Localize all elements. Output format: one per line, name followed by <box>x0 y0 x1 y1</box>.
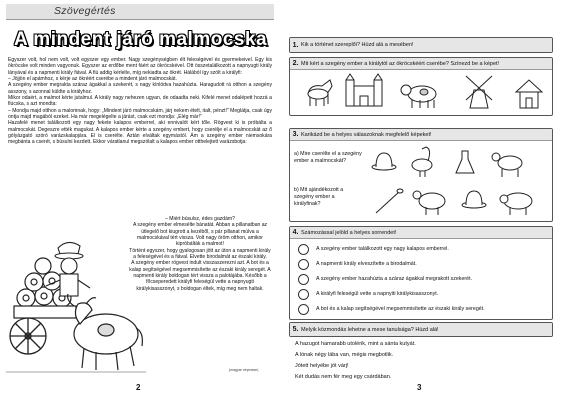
proverb-option[interactable]: Jótett helyébe jót várj! <box>295 363 349 369</box>
story-paragraph: – Mondja majd otthon a malomnak, hogy: „Mindent járó malmocskám, járj nekem ételt, italt, pénzt!" Meglátja, csak úgy ontja majd magából ezeket. Ha már megelégelte a járást, csak ezt mondja: „Elég már!" <box>8 107 272 121</box>
castle-picture <box>346 74 382 106</box>
order-number-circle[interactable] <box>298 289 309 300</box>
page-number: 2 <box>136 383 141 392</box>
question-text: Melyik közmondás lehetne a mese tanulsága? Húzd alá! <box>301 326 439 333</box>
story-paragraph: Hazafelé menet találkozott egy nagy fekete kalapos emberrel, aki ennivalót kért tőle. Rögvest ki is próbálta a malmocskát. Degeszre ették magukat. A kalapos ember kérte a szegény embert, hogy cserélje el a malmocskát az ő gólyázgató szóró varázskalapjára. El is cserélte. Aztán elváltak egymástól. Ám a szegény ember niemsokára megbánta a cserét, s búsulni kezdett. Ekkor váratlanul megszólalt a kalapos ember otthelejtett varázsbotja: <box>8 120 272 146</box>
story-text-top <box>8 57 272 146</box>
order-option: A napmenti király elveszítette a birodalmát. <box>316 261 417 267</box>
story-paragraph: Mikor odaért, a malmot kérte jutalmul. A király nagy nehezen ugyan, de odaadta neki. Kifelé menet odalépett hozzá a fiúcska, s azt mondta: <box>8 95 272 108</box>
order-number-circle[interactable] <box>298 244 309 255</box>
proverb-option[interactable]: A hazugot hamarabb utolérik, mint a sánta kutyát. <box>295 341 416 347</box>
section-header-label: Szövegértés <box>54 5 116 17</box>
mill-house-picture <box>516 80 542 108</box>
order-option: A bot és a kalap segítségével megsemmisítette az északi király seregét. <box>316 306 485 312</box>
question-text: Számozással jelöld a helyes sorrendet! <box>301 229 397 236</box>
windmill-picture <box>466 76 492 108</box>
flask-picture <box>456 151 474 173</box>
order-number-circle[interactable] <box>298 304 309 315</box>
right-page <box>281 0 562 400</box>
question-text: Mit kért a szegény ember a királytól az ökröcskéért cserébe? Színezd be a képet! <box>301 60 500 67</box>
proverb-list <box>295 337 553 384</box>
question-number: 5. <box>292 326 299 333</box>
goat-picture <box>492 153 522 177</box>
story-paragraph: – Jöjjön el apámhoz, s kérje az ökréért cserébe a mindent járó malmocskát. <box>8 76 177 83</box>
question-5 <box>289 322 553 337</box>
pig-picture <box>500 193 532 215</box>
story-paragraph: A szegény ember elmesélte bánatát. Abban a pillanatban az ütlegelő bot kiugrott a kezéből, s pár pillanat múlva a malmocskával tért vissza. Volt nagy öröm otthon, amikor kipróbálták a malmot! <box>132 222 268 248</box>
story-paragraph: – Miért búsulsz, édes gazdám? <box>165 216 235 222</box>
question-text: Kik a történet szereplői? Húzd alá a mesében! <box>301 42 414 48</box>
stick-picture <box>376 189 403 213</box>
cow-picture <box>401 85 436 108</box>
proverb-option[interactable]: A lónak négy lába van, mégis megbotlik. <box>295 352 394 358</box>
page-number: 3 <box>417 383 422 392</box>
coloring-pictures[interactable] <box>300 72 545 112</box>
question-number: 4. <box>292 229 299 236</box>
order-option: A királyfi feleségül vette a napnyiti királykisasszonyt. <box>316 291 439 297</box>
question-number: 3. <box>292 131 299 138</box>
kalap-picture <box>462 191 486 208</box>
question-number: 1. <box>292 41 299 49</box>
question-text: Karikázd be a helyes válaszoknak megfelelő képeket! <box>301 131 432 138</box>
question-3a-text: a) Mire cserélte el a szegény ember a malmocskát? <box>294 151 362 164</box>
order-number-circle[interactable] <box>298 259 309 270</box>
story-paragraph: A szegény ember rögvest indult visszaszerezni azt. A bot és a kalap segítségével megsemmisítette az északi király seregét. A napmenti király boldogan tért vissza a palotájába. Később a főcseperedett királyfi feleségül vette a napnyugti királykisasszonyt, s boldogan éltek, míg meg nem haltak. <box>129 260 271 292</box>
story-paragraph: Történt egyszer, hogy gyalogosan jött az úton a napmenti király a feleségével és a fiával. Elvette birodalmát az északi király. <box>129 247 271 261</box>
question-1 <box>289 37 553 53</box>
answer-pictures[interactable] <box>370 143 548 219</box>
story-paragraph: A szegény ember megrakta száraz ágakkal a szekerét, s nagy kínlódva hazahúzta. Haragudott rá otthon a szegény asszony, s azonnal küldte a királyhoz. <box>8 82 272 95</box>
peasant-ox-cart-illustration <box>6 236 146 376</box>
goose-picture <box>412 147 432 177</box>
story-paragraph: Egyszer volt, hol nem volt, volt egyszer egy ember. Nagy szegénységben élt feleségével és gyermekeivel. Egy kis ökröcske volt minden vagyonuk. Egyszer az erdőbe ment fáért az ökröcskével. Ott összetalálkozott a napnyugti király lányával és a napmenti király fiával. A fiú addig kérlelte, míg nekiadta az ökrét. Hálából így szólt a királyfi: <box>8 57 272 76</box>
question-3b-text: b) Mit ajándékozott a szegény ember a királyfinak? <box>294 187 344 207</box>
story-text-bottom <box>128 216 272 292</box>
question-number: 2. <box>292 60 299 67</box>
proverb-option[interactable]: Két dudás nem fér meg egy csárdában. <box>295 374 392 380</box>
story-credit: (magyar népmese) <box>229 368 259 372</box>
ox-picture <box>413 191 445 215</box>
question-2 <box>289 57 553 116</box>
question-4 <box>289 226 553 320</box>
order-option: A szegény ember találkozott egy nagy kalapos emberrel. <box>316 246 449 252</box>
hat-picture <box>372 153 396 170</box>
order-option: A szegény ember hazahúzta a száraz ágakkal megrakott szekerét. <box>316 276 473 282</box>
section-header <box>6 4 274 20</box>
horse-picture <box>308 80 332 106</box>
question-3 <box>289 128 553 222</box>
story-title: A mindent járó malmocska <box>14 29 268 50</box>
order-number-circle[interactable] <box>298 274 309 285</box>
